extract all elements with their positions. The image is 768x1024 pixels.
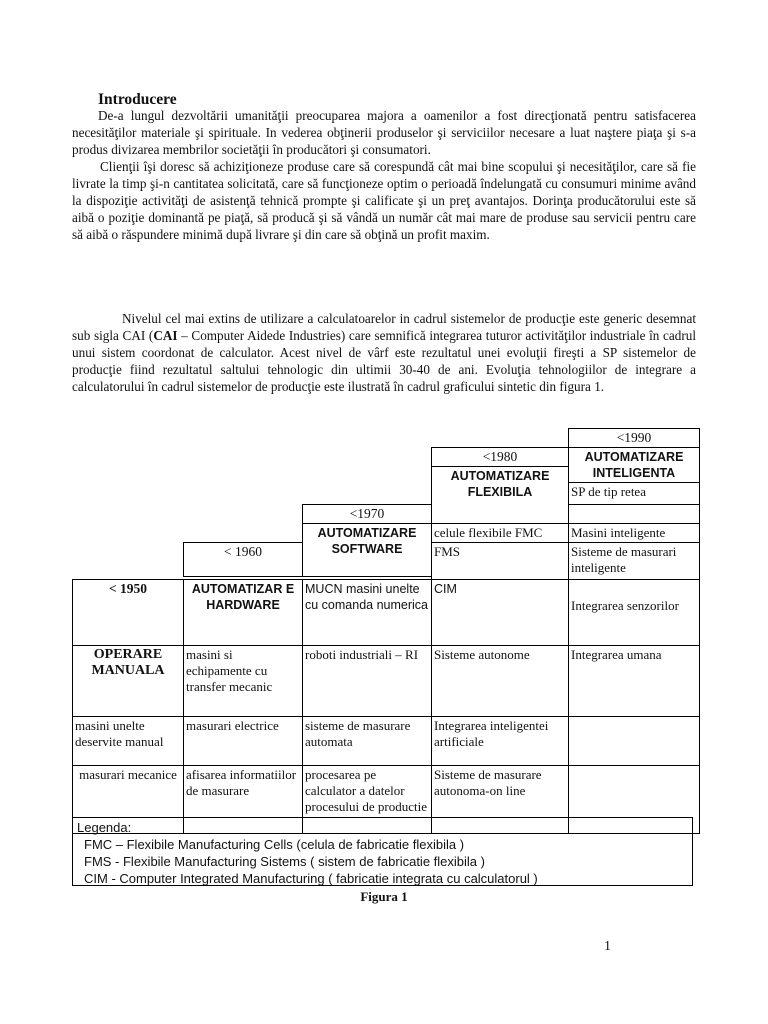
paragraph-3 — [72, 310, 696, 395]
cell-masini-echipamente: masini si echipamente cu transfer mecanic — [184, 646, 303, 717]
year-1950: < 1950 — [73, 580, 184, 646]
cell-integrarea-senzorilor: Integrarea senzorilor — [569, 580, 700, 646]
header-automatizare-inteligenta: AUTOMATIZARE INTELIGENTA — [569, 448, 700, 483]
cell-roboti-industriali: roboti industriali – RI — [303, 646, 432, 717]
paragraph-3-before: Nivelul cel mai extins de utilizare a calculatoarelor in cadrul sistemelor de producţie este generic desemnat sub sigla CAI ( — [72, 311, 696, 343]
cell-masurari-mecanice: masurari mecanice — [73, 766, 184, 834]
cell-cim: CIM — [432, 580, 569, 646]
cell-sisteme-masurari-inteligente: Sisteme de masurari inteligente — [569, 543, 700, 580]
header-operare-manuala: OPERARE MANUALA — [73, 646, 184, 717]
header-automatizare-flexibila: AUTOMATIZARE FLEXIBILA — [432, 467, 569, 524]
cell-inteligenta-artificiala: Integrarea inteligentei artificiale — [432, 717, 569, 766]
figure-caption: Figura 1 — [360, 889, 408, 904]
cell-empty-1990-a — [569, 717, 700, 766]
paragraph-3-after: – Computer Aidede Industries) care semnifică integrarea tuturor activităţilor industriale în cadrul unui sistem coordonat de calculator. Acest nivel de vârf este rezultatul unei evoluţii fireşti a SP sistemelor de producţie fiind rezultatul saltului tehnologic din ultimii 30-40 de ani. Evoluţia tehnologiilor de integrare a calculatorului în cadrul sistemelor de producţie este ilustrată în cadrul graficului sintetic din figura 1. — [72, 328, 696, 394]
legend-cim: CIM - Computer Integrated Manufacturing ( fabricatie integrata cu calculatorul ) — [84, 871, 538, 886]
cai-text — [72, 310, 696, 395]
paragraph-1: De-a lungul dezvoltării umanităţii preocuparea majora a oamenilor a fost direcţionată pentru satisfacerea necesităţilor materiale şi spirituale. In vederea obţinerii produselor şi serviciilor necesare a luat naştere piaţa şi s-a produs divizarea membrilor societăţii în producători şi consumatori. — [72, 108, 696, 157]
legend-fms: FMS - Flexibile Manufacturing Sistems ( sistem de fabricatie flexibila ) — [84, 854, 485, 869]
cell-masini-inteligente: Masini inteligente — [569, 524, 700, 543]
year-1980: <1980 — [432, 448, 569, 467]
cell-masurare-automata: sisteme de masurare automata — [303, 717, 432, 766]
cai-bold: CAI — [153, 328, 178, 343]
year-1970: <1970 — [303, 505, 432, 524]
legend-fmc: FMC – Flexibile Manufacturing Cells (celula de fabricatie flexibila ) — [84, 837, 465, 852]
header-automatizare-hardware: AUTOMATIZAR E HARDWARE — [184, 580, 303, 646]
cell-procesarea-calculator: procesarea pe calculator a datelor procesului de productie — [303, 766, 432, 834]
cell-integrarea-umana: Integrarea umana — [569, 646, 700, 717]
cell-mucn: MUCN masini unelte cu comanda numerica — [303, 580, 432, 646]
cell-fms: FMS — [432, 543, 569, 580]
cell-masini-unelte-manual: masini unelte deservite manual — [73, 717, 184, 766]
year-1990: <1990 — [569, 429, 700, 448]
cell-afisarea-informatiilor: afisarea informatiilor de masurare — [184, 766, 303, 834]
header-automatizare-software: AUTOMATIZARE SOFTWARE — [303, 524, 432, 577]
section-heading: Introducere — [98, 91, 177, 108]
cell-sisteme-autonome: Sisteme autonome — [432, 646, 569, 717]
year-1960: < 1960 — [184, 543, 303, 577]
cell-sp-retea: SP de tip retea — [569, 483, 700, 505]
legend-title: Legenda: — [77, 820, 132, 835]
legend-box — [72, 817, 693, 886]
evolution-chart — [72, 428, 700, 834]
cell-celule-fmc: celule flexibile FMC — [432, 524, 569, 543]
cell-masurare-online: Sisteme de masurare autonoma-on line — [432, 766, 569, 834]
cell-masurari-electrice: masurari electrice — [184, 717, 303, 766]
page-number: 1 — [604, 939, 611, 954]
intro-text — [72, 107, 696, 243]
paragraph-2: Clienţii îşi doresc să achiziţioneze produse care să corespundă cât mai bine scopului şi necesităţilor, care să fie livrate la timp şi-n cantitatea solicitată, care să funcţioneze optim o perioadă îndelungată cu consumuri minime având la dispoziţie activităţi de asistenţă tehnică prompte şi calificate şi un preţ avantajos. Dorinţa producătorului este să aibă o poziţie dominantă pe piaţă, să producă şi să vândă un număr cât mai mare de produse sau servicii pentru care să aibă o răspundere minimă după livrare şi din care să obţină un profit maxim. — [72, 159, 696, 242]
